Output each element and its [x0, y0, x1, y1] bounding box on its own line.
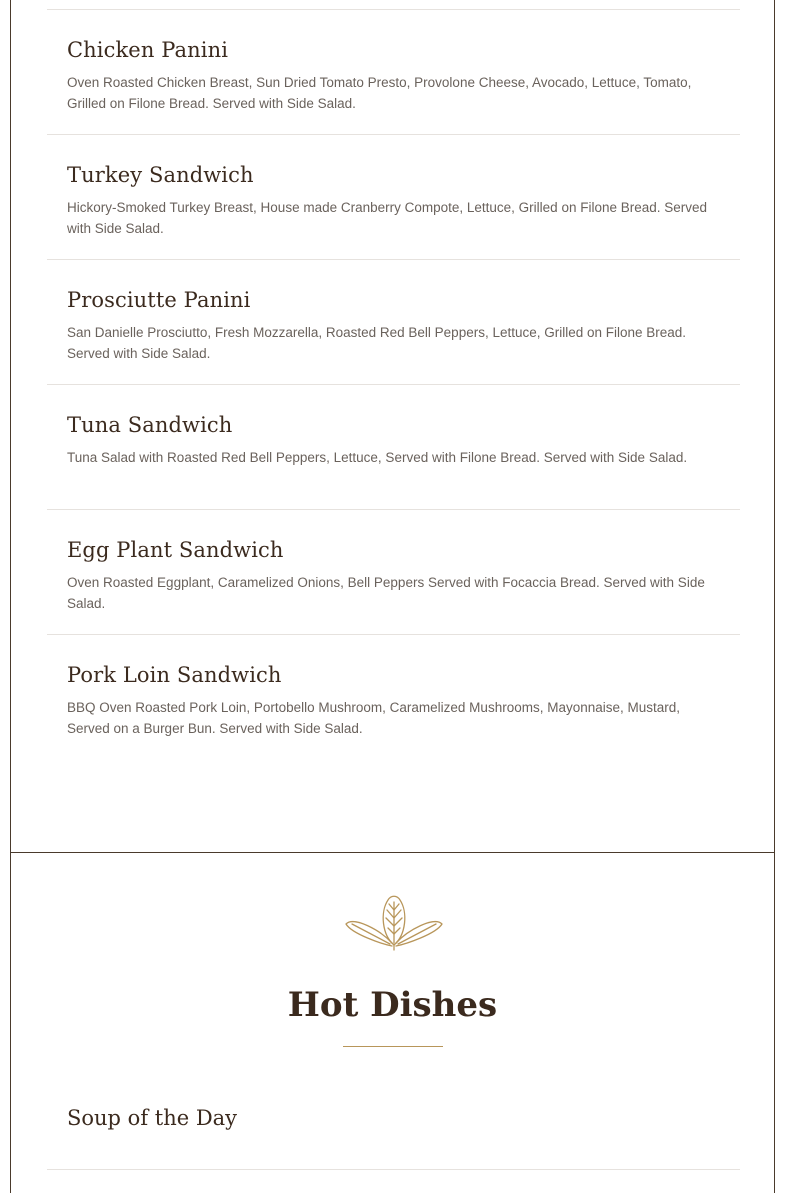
- menu-item-description: Hickory-Smoked Turkey Breast, House made Cranberry Compote, Lettuce, Grilled on Filone Bread. Served with Side Salad.: [67, 200, 708, 236]
- menu-item-title: Soup of the Day: [67, 1106, 238, 1130]
- menu-item-description: Oven Roasted Chicken Breast, Sun Dried Tomato Presto, Provolone Cheese, Avocado, Lettuce, Tomato, Grilled on Filone Bread. Served with Side Salad.: [67, 75, 692, 111]
- menu-item: [47, 510, 740, 634]
- title-underline: [343, 1046, 443, 1047]
- almond-leaf-ornament-icon: [342, 890, 446, 952]
- menu-item-title: Egg Plant Sandwich: [67, 538, 284, 562]
- menu-item-title: Chicken Panini: [67, 38, 229, 62]
- menu-item: [47, 385, 740, 509]
- menu-item-title: Turkey Sandwich: [67, 163, 254, 187]
- menu-item: [47, 135, 740, 259]
- menu-item-description: BBQ Oven Roasted Pork Loin, Portobello Mushroom, Caramelized Mushrooms, Mayonnaise, Mustard, Served on a Burger Bun. Served with Side Salad.: [67, 700, 681, 736]
- divider: [47, 1169, 740, 1170]
- menu-item-list: [47, 0, 740, 759]
- section-title: Hot Dishes: [287, 985, 498, 1025]
- menu-item-title: Pork Loin Sandwich: [67, 663, 282, 687]
- menu-item-description: San Danielle Prosciutto, Fresh Mozzarella, Roasted Red Bell Peppers, Lettuce, Grilled on Filone Bread. Served with Side Salad.: [67, 325, 687, 361]
- menu-item: [47, 635, 740, 759]
- menu-item-title: Prosciutte Panini: [67, 288, 251, 312]
- menu-item: [47, 260, 740, 384]
- menu-item: [47, 10, 740, 134]
- menu-item-description: Oven Roasted Eggplant, Caramelized Onions, Bell Peppers Served with Focaccia Bread. Served with Side Salad.: [67, 575, 705, 611]
- menu-item-title: Tuna Sandwich: [67, 413, 233, 437]
- menu-item-description: Tuna Salad with Roasted Red Bell Peppers, Lettuce, Served with Filone Bread. Served with Side Salad.: [67, 450, 688, 465]
